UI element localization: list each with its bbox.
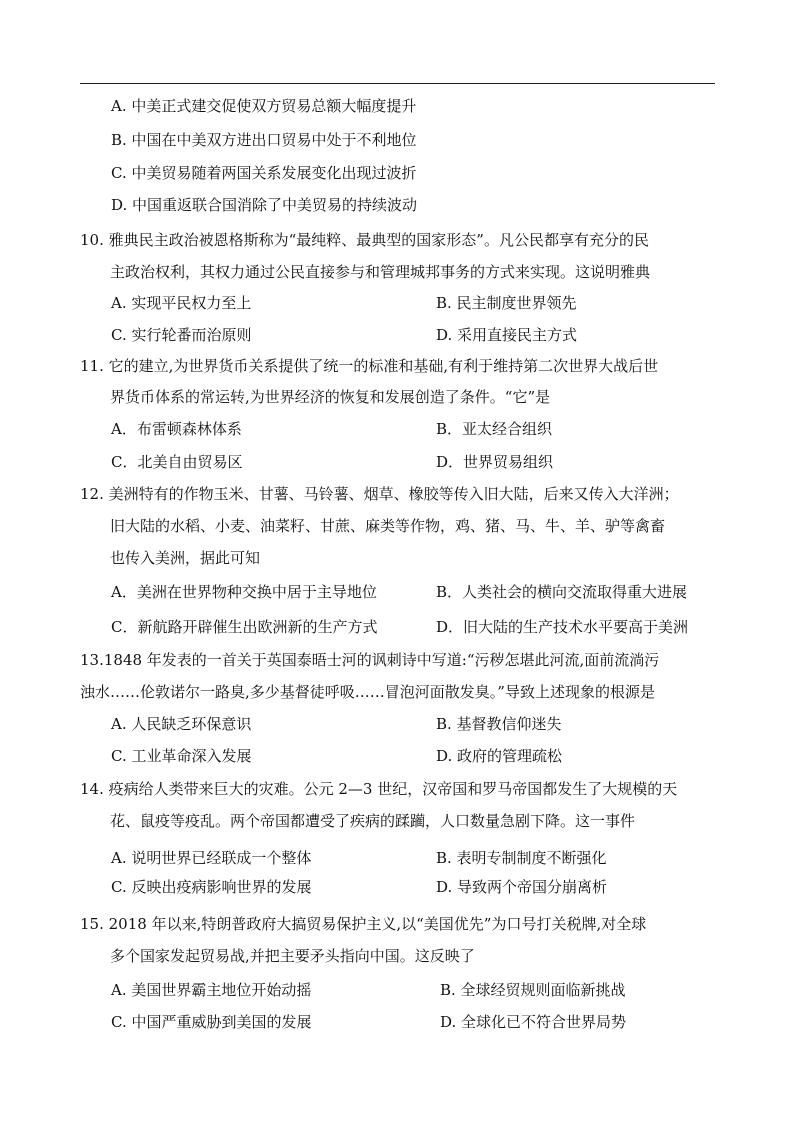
q15-option-b: B. 全球经贸规则面临新挑战 [440,981,626,999]
q15-stem-line2: 多个国家发起贸易战,并把主要矛头指向中国。这反映了 [110,947,475,965]
q14-option-c: C. 反映出疫病影响世界的发展 [111,878,312,896]
q12-option-c: C．新航路开辟催生出欧洲新的生产方式 [111,618,378,636]
q12-option-a: A．美洲在世界物种交换中居于主导地位 [111,583,377,601]
q9-option-a: A. 中美正式建交促使双方贸易总额大幅度提升 [111,97,417,115]
q11-option-b: B．亚太经合组织 [436,420,553,438]
q11-stem-line2: 界货币体系的常运转,为世界经济的恢复和发展创造了条件。“它”是 [110,388,551,406]
q12-option-b: B．人类社会的横向交流取得重大进展 [436,583,688,601]
q11-option-a: A．布雷顿森林体系 [111,420,242,438]
q10-stem-line1: 10. 雅典民主政治被恩格斯称为“最纯粹、最典型的国家形态”。凡公民都享有充分的民 [80,231,649,249]
q12-stem-line2: 旧大陆的水稻、小麦、油菜籽、甘蔗、麻类等作物，鸡、猪、马、牛、羊、驴等禽畜 [110,517,666,535]
q10-option-b: B. 民主制度世界领先 [436,294,577,312]
q10-stem-line2: 主政治权利，其权力通过公民直接参与和管理城邦事务的方式来实现。这说明雅典 [110,263,651,281]
q14-option-b: B. 表明专制制度不断强化 [436,849,607,867]
q9-option-c: C. 中美贸易随着两国关系发展变化出现过波折 [111,164,417,182]
q9-option-d: D. 中国重返联合国消除了中美贸易的持续波动 [111,196,418,214]
q15-option-a: A. 美国世界霸主地位开始动摇 [111,981,312,999]
q12-stem-line3: 也传入美洲，据此可知 [110,549,261,567]
q13-stem-line2: 浊水……伦敦诺尔一路臭,多少基督徒呼吸……冒泡河面散发臭。”导致上述现象的根源是 [80,683,655,701]
q14-option-a: A. 说明世界已经联成一个整体 [111,849,312,867]
q13-option-b: B. 基督教信仰迷失 [436,715,562,733]
q14-option-d: D. 导致两个帝国分崩离析 [436,878,608,896]
q11-option-c: C．北美自由贸易区 [111,453,243,471]
q14-stem-line1: 14. 疫病给人类带来巨大的灾难。公元 2—3 世纪，汉帝国和罗马帝国都发生了大规模的天 [80,780,678,798]
q14-stem-line2: 花、鼠疫等疫乱。两个帝国都遭受了疾病的蹂躏，人口数量急剧下降。这一事件 [110,812,636,830]
q15-option-d: D. 全球化已不符合世界局势 [440,1013,627,1031]
q13-option-d: D. 政府的管理疏松 [436,747,563,765]
q13-stem-line1: 13.1848 年发表的一首关于英国泰晤士河的讽刺诗中写道:“污秽怎堪此河流,面前流淌污 [80,651,660,669]
q15-option-c: C. 中国严重威胁到美国的发展 [111,1013,312,1031]
q11-stem-line1: 11. 它的建立,为世界货币关系提供了统一的标准和基础,有利于维持第二次世界大战后世 [80,357,659,375]
header-rule [80,83,715,84]
q10-option-c: C. 实行轮番而治原则 [111,326,252,344]
q13-option-a: A. 人民缺乏环保意识 [111,715,252,733]
q9-option-b: B. 中国在中美双方进出口贸易中处于不利地位 [111,131,417,149]
q12-stem-line1: 12. 美洲特有的作物玉米、甘薯、马铃薯、烟草、橡胶等传入旧大陆，后来又传入大洋洲； [80,485,679,503]
q15-stem-line1: 15. 2018 年以来,特朗普政府大搞贸易保护主义,以“美国优先”为口号打关税牌,对全球 [80,915,647,933]
q12-option-d: D．旧大陆的生产技术水平要高于美洲 [436,618,689,636]
q11-option-d: D．世界贸易组织 [436,453,554,471]
q13-option-c: C. 工业革命深入发展 [111,747,252,765]
q10-option-a: A. 实现平民权力至上 [111,294,252,312]
q10-option-d: D. 采用直接民主方式 [436,326,578,344]
